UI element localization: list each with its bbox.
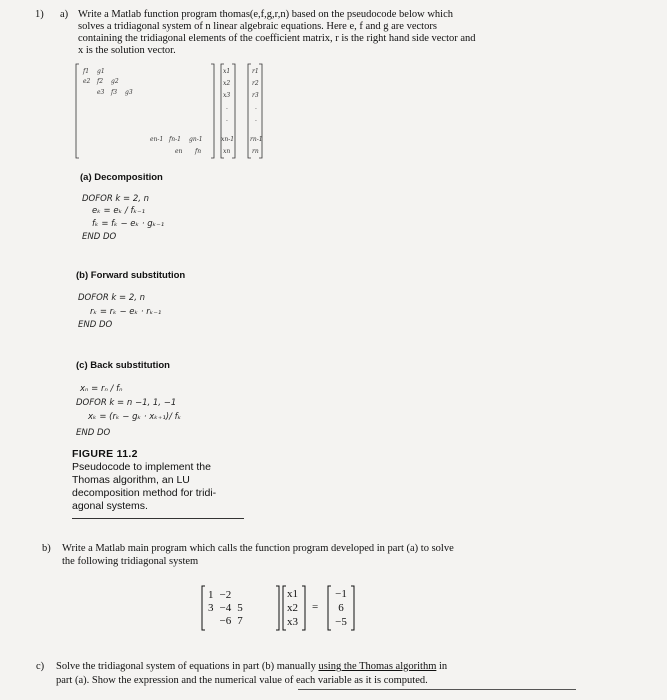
coefficient-matrix [205,588,246,627]
forward-line2: rₖ = rₖ − eₖ · rₖ₋₁ [90,307,162,317]
decomposition-line3: fₖ = fₖ − eₖ · gₖ₋₁ [92,219,165,229]
vector-r1: r1 [252,68,259,75]
decomposition-line2: eₖ = eₖ / fₖ₋₁ [92,206,145,216]
back-line1: xₙ = rₙ / fₙ [80,384,123,394]
equals-sign: = [312,601,319,613]
decomposition-line1: DOFOR k = 2, n [82,194,150,204]
matrix-cell: −2 [219,588,232,601]
part-c-line1 [56,660,656,673]
matrix-cell [205,614,217,627]
matrix-cell: 1 [208,588,214,601]
figure-caption-line4: agonal systems. [72,500,148,512]
part-c-line1-end: in [436,661,448,672]
vector-xn: xn [223,148,231,155]
vector-r-dot2: . [255,116,257,123]
decomposition-line4: END DO [82,232,117,242]
part-c-line2: part (a). Show the expression and the numerical value of each variable as it is computed. [56,675,428,686]
matrix-cell: 3 [208,601,214,614]
matrix-fn: fn [195,148,202,155]
matrix-cell: −6 [219,614,232,627]
figure-caption-line1: Pseudocode to implement the [72,461,211,473]
part-a-line4: x is the solution vector. [78,45,176,56]
part-b-letter: b) [42,543,51,554]
vector-x3: x3 [223,92,231,99]
matrix-cell [234,588,246,601]
matrix-fn-1: fn-1 [169,136,181,143]
unknown-x3: x3 [287,616,298,628]
matrix-cell: 5 [237,601,243,614]
matrix-row [205,614,246,627]
matrix-brackets [75,62,275,162]
question-number: 1) [35,9,44,20]
forward-line3: END DO [78,320,113,330]
vector-rn: rn [252,148,259,155]
decomposition-heading: (a) Decomposition [80,172,163,183]
figure-caption-line2: Thomas algorithm, an LU [72,474,190,486]
matrix-gn-1: gn-1 [189,136,203,143]
back-heading: (c) Back substitution [76,360,170,371]
part-a-letter: a) [60,9,69,20]
part-c-underline-rule [298,689,576,690]
matrix-f1: f1 [83,68,90,75]
vector-xn-1: xn-1 [221,136,235,143]
matrix-en-1: en-1 [150,136,164,143]
back-line4: END DO [76,428,111,438]
part-a-line3: containing the tridiagonal elements of the coefficient matrix, r is the right hand side vector and [78,33,476,44]
part-b-line1: Write a Matlab main program which calls the function program developed in part (a) to solve [62,543,454,554]
matrix-e2: e2 [83,78,91,85]
forward-heading: (b) Forward substitution [76,270,186,281]
matrix-g3: g3 [125,89,133,96]
matrix-cell: −4 [219,601,232,614]
matrix-f3: f3 [111,89,118,96]
matrix-g2: g2 [111,78,119,85]
part-a-line1: Write a Matlab function program thomas(e,f,g,r,n) based on the pseudocode below which [78,9,454,20]
figure-caption-line3: decomposition method for tridi- [72,487,217,499]
rhs-value: −1 [335,588,347,600]
rhs-value: −5 [335,616,347,628]
figure-caption-rule [72,518,244,519]
matrix-g1: g1 [97,68,105,75]
system-matrix-equation [200,583,370,633]
part-c-underlined-phrase: using the Thomas algorithm [318,661,437,672]
vector-x2: x2 [223,80,231,87]
matrix-row [205,601,246,614]
vector-x-dot2: . [226,116,228,123]
matrix-en: en [175,148,183,155]
figure-label: FIGURE 11.2 [72,448,138,460]
matrix-f2: f2 [97,78,104,85]
rhs-value: 6 [338,602,344,614]
rhs-vector [331,587,351,629]
part-b-line2: the following tridiagonal system [62,556,199,567]
vector-x-dot1: . [226,104,228,111]
part-a-line2: solves a tridiagonal system of n linear algebraic equations. Here e, f and g are vectors [78,21,437,32]
unknown-vector [287,587,298,629]
unknown-x2: x2 [287,602,298,614]
back-line2: DOFOR k = n −1, 1, −1 [76,398,177,408]
vector-x1: x1 [223,68,231,75]
part-c-letter: c) [36,661,45,672]
vector-r3: r3 [252,92,259,99]
vector-r-dot1: . [255,104,257,111]
unknown-x1: x1 [287,588,298,600]
vector-rn-1: rn-1 [250,136,263,143]
matrix-e3: e3 [97,89,105,96]
matrix-row [205,588,246,601]
forward-line1: DOFOR k = 2, n [78,293,146,303]
part-c-line1-start: Solve the tridiagonal system of equations in part (b) manually [56,661,319,672]
back-line3: xₖ = (rₖ − gₖ · xₖ₊₁)/ fₖ [88,412,182,422]
vector-r2: r2 [252,80,259,87]
matrix-cell: 7 [237,614,243,627]
tridiagonal-matrix-figure [75,62,275,162]
